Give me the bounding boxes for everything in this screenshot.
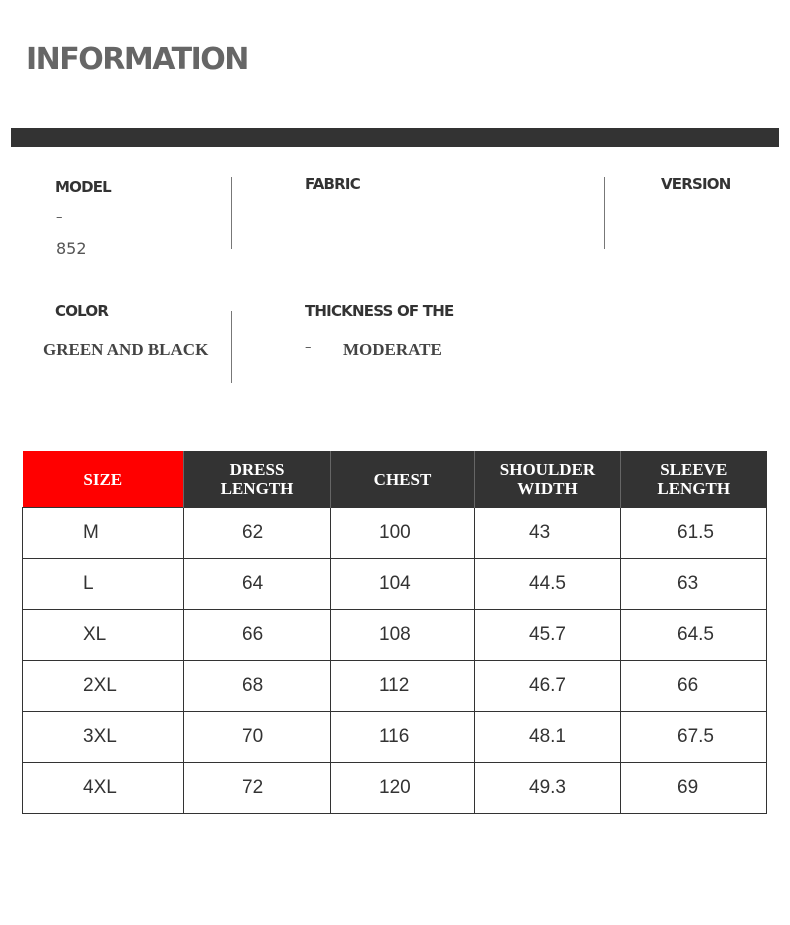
thickness-dash: – — [305, 340, 312, 355]
divider-line — [604, 177, 605, 249]
model-dash: – — [56, 210, 63, 225]
divider-line — [231, 311, 232, 383]
thickness-value: MODERATE — [343, 340, 442, 359]
table-row — [23, 661, 767, 712]
size-table — [22, 451, 767, 814]
divider-line — [231, 177, 232, 249]
cell-shoulder-width: 45.7 — [475, 610, 621, 661]
cell-shoulder-width: 44.5 — [475, 559, 621, 610]
cell-dress-length: 62 — [184, 508, 331, 559]
version-label: VERSION — [661, 175, 731, 193]
cell-size: L — [23, 559, 184, 610]
cell-chest: 104 — [331, 559, 475, 610]
thickness-label: THICKNESS OF THE — [305, 302, 454, 320]
cell-sleeve-length: 67.5 — [621, 712, 767, 763]
cell-shoulder-width: 43 — [475, 508, 621, 559]
cell-size: 2XL — [23, 661, 184, 712]
cell-size: XL — [23, 610, 184, 661]
cell-dress-length: 70 — [184, 712, 331, 763]
cell-chest: 112 — [331, 661, 475, 712]
cell-sleeve-length: 63 — [621, 559, 767, 610]
header-sleeve-length: SLEEVE LENGTH — [621, 451, 767, 508]
cell-dress-length: 66 — [184, 610, 331, 661]
header-dress-length: DRESS LENGTH — [184, 451, 331, 508]
cell-dress-length: 64 — [184, 559, 331, 610]
fabric-label: FABRIC — [305, 175, 360, 193]
cell-sleeve-length: 66 — [621, 661, 767, 712]
table-row — [23, 610, 767, 661]
cell-sleeve-length: 69 — [621, 763, 767, 814]
cell-sleeve-length: 61.5 — [621, 508, 767, 559]
cell-shoulder-width: 48.1 — [475, 712, 621, 763]
cell-size: 3XL — [23, 712, 184, 763]
page-title: INFORMATION — [26, 42, 248, 77]
header-chest: CHEST — [331, 451, 475, 508]
cell-shoulder-width: 46.7 — [475, 661, 621, 712]
cell-chest: 116 — [331, 712, 475, 763]
color-value: GREEN AND BLACK — [43, 340, 209, 359]
cell-size: 4XL — [23, 763, 184, 814]
cell-shoulder-width: 49.3 — [475, 763, 621, 814]
table-row — [23, 763, 767, 814]
cell-chest: 108 — [331, 610, 475, 661]
cell-sleeve-length: 64.5 — [621, 610, 767, 661]
cell-chest: 120 — [331, 763, 475, 814]
color-label: COLOR — [55, 302, 109, 320]
cell-chest: 100 — [331, 508, 475, 559]
table-row — [23, 559, 767, 610]
model-label: MODEL — [55, 178, 111, 196]
cell-size: M — [23, 508, 184, 559]
divider-bar — [11, 128, 779, 147]
header-size: SIZE — [23, 451, 184, 508]
header-shoulder-width: SHOULDER WIDTH — [475, 451, 621, 508]
table-row — [23, 712, 767, 763]
model-value: 852 — [56, 239, 87, 258]
table-header-row — [23, 451, 767, 508]
table-row — [23, 508, 767, 559]
cell-dress-length: 68 — [184, 661, 331, 712]
cell-dress-length: 72 — [184, 763, 331, 814]
